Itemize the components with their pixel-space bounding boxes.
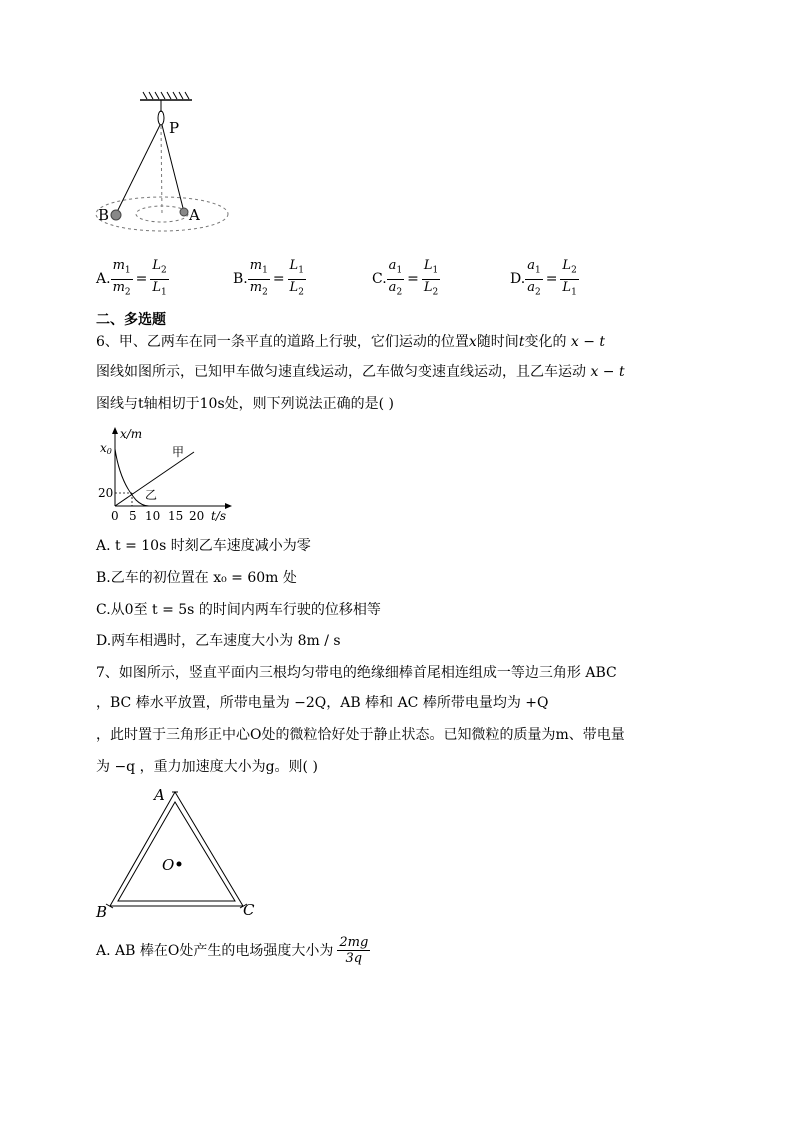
x-axis-label: t/s (211, 509, 227, 523)
q6-option-c[interactable]: C.从0至 t = 5s 的时间内两车行驶的位移相等 (96, 602, 381, 618)
q6-option-a[interactable]: A. t = 10s 时刻乙车速度减小为零 (96, 538, 311, 554)
x-tick-10: 10 (145, 509, 161, 523)
q7-stem-line2: ，BC 棒水平放置，所带电量为 −2Q，AB 棒和 AC 棒所带电量均为 +Q (96, 695, 549, 711)
x-tick-15: 15 (168, 509, 184, 523)
pendulum-figure (80, 88, 230, 233)
q6-xt-graph (98, 422, 238, 526)
fraction: $\frac{L_1}{L_2}$ (423, 258, 439, 298)
q5-option-d[interactable]: D. $\frac{a_1}{a_2}$ = $\frac{L_2}{L_1}$ (510, 258, 579, 300)
q6-stem-line2: 图线如图所示，已知甲车做匀速直线运动，乙车做匀变速直线运动，且乙车运动 x − t (96, 364, 625, 380)
fraction: $\frac{L_2}{L_1}$ (152, 258, 167, 298)
origin-label: 0 (111, 509, 119, 523)
y20-label: 20 (98, 486, 114, 500)
q6-stem-line3: 图线与t轴相切于10s处，则下列说法正确的是( ) (96, 396, 394, 412)
q7-option-a[interactable]: A. AB 棒在O处产生的电场强度大小为 $\frac{2mg}{3q}$ (96, 935, 369, 966)
y-axis-label: x/m (120, 427, 143, 441)
label-b: B (98, 206, 110, 224)
x-tick-5: 5 (129, 509, 137, 523)
q7-stem-line1: 7、如图所示，竖直平面内三根均匀带电的绝缘细棒首尾相连组成一等边三角形 ABC (96, 665, 617, 681)
q6-stem-line1: 6、甲、乙两车在同一条平直的道路上行驶，它们运动的位置x随时间t变化的 x − t (96, 334, 606, 350)
fraction: $\frac{m_1}{m_2}$ (112, 258, 131, 298)
q6-option-b[interactable]: B.乙车的初位置在 x₀ = 60m 处 (96, 570, 297, 586)
q7-stem-line3: ，此时置于三角形正中心O处的微粒恰好处于静止状态。已知微粒的质量为m、带电量 (96, 727, 625, 743)
fraction: $\frac{L_2}{L_1}$ (562, 258, 577, 298)
q7-triangle-figure (92, 784, 267, 924)
label-a: A (189, 206, 200, 224)
fraction: $\frac{L_1}{L_2}$ (289, 258, 304, 298)
q7-stem-line4: 为 −q ，重力加速度大小为g。则( ) (96, 759, 318, 775)
fraction: $\frac{2mg}{3q}$ (339, 935, 369, 966)
x-tick-20: 20 (189, 509, 205, 523)
label-yi: 乙 (145, 488, 158, 502)
label-c: C (243, 901, 255, 919)
fraction: $\frac{a_1}{a_2}$ (527, 258, 541, 298)
q5-option-c[interactable]: C. $\frac{a_1}{a_2}$ = $\frac{L_1}{L_2}$ (372, 258, 440, 300)
x0-label: x0 (100, 441, 112, 456)
fraction: $\frac{a_1}{a_2}$ (388, 258, 403, 298)
q5-option-a[interactable]: A. $\frac{m_1}{m_2}$ = $\frac{L_2}{L_1}$ (96, 258, 169, 300)
fraction: $\frac{m_1}{m_2}$ (249, 258, 268, 298)
label-b: B (96, 903, 108, 921)
label-p: P (169, 119, 180, 137)
section-title: 二、多选题 (96, 312, 166, 328)
label-jia: 甲 (172, 445, 185, 459)
q6-option-d[interactable]: D.两车相遇时，乙车速度大小为 8m / s (96, 633, 341, 649)
label-o: O (162, 856, 175, 874)
q5-option-b[interactable]: B. $\frac{m_1}{m_2}$ = $\frac{L_1}{L_2}$ (233, 258, 306, 300)
label-a: A (154, 786, 165, 804)
